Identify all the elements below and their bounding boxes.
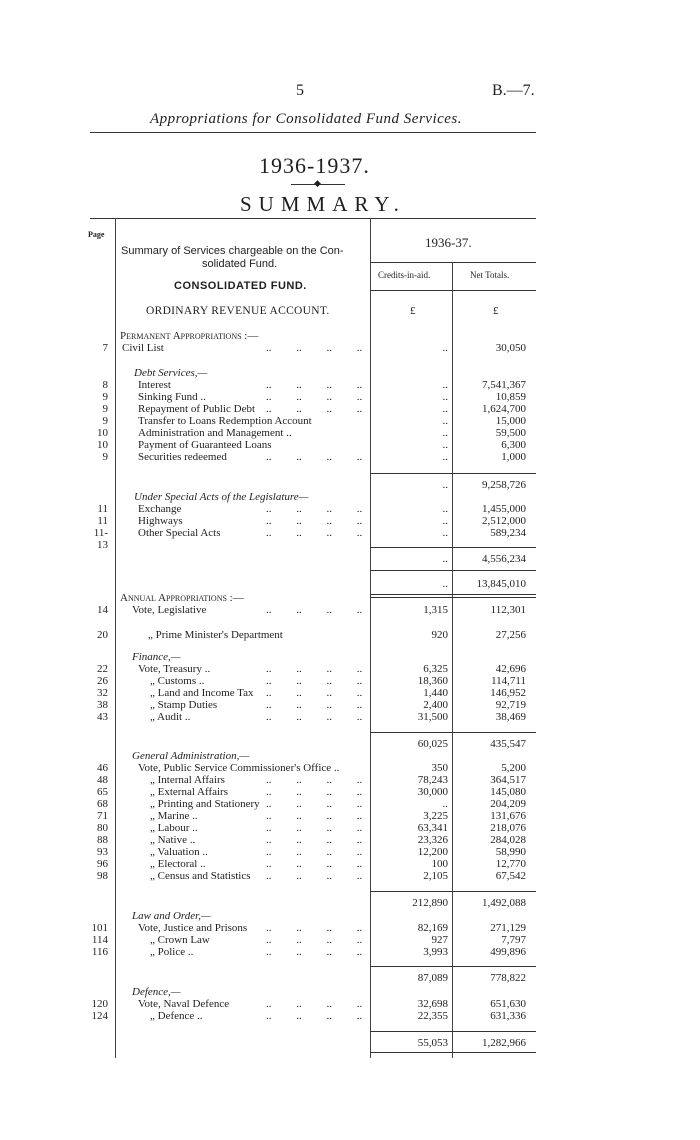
- table-row: [0, 986, 700, 998]
- net-total-cell: 4,556,234: [482, 553, 526, 565]
- leader-dots: .. .. .. ..: [266, 503, 363, 515]
- credits-in-aid-cell: 82,169: [417, 922, 448, 934]
- row-label: Sinking Fund ..: [138, 391, 206, 403]
- running-title: Appropriations for Consolidated Fund Services.: [150, 111, 463, 127]
- table-row: [0, 629, 700, 641]
- row-label: Vote, Public Service Commissioner's Office ..: [138, 762, 340, 774]
- leader-dots: .. .. .. ..: [266, 946, 363, 958]
- net-totals-header: Net Totals.: [470, 270, 510, 280]
- row-label: Vote, Naval Defence: [138, 998, 230, 1010]
- row-page-ref: 98: [97, 870, 108, 882]
- credits-in-aid-cell: ..: [442, 515, 448, 527]
- row-page-ref: 9: [102, 391, 108, 403]
- net-total-cell: 271,129: [490, 922, 526, 934]
- leader-dots: .. .. .. ..: [266, 810, 363, 822]
- table-row: [0, 998, 700, 1010]
- table-row: [0, 870, 700, 882]
- row-page-ref: 7: [102, 342, 108, 354]
- row-label: „ Police ..: [150, 946, 194, 958]
- credits-in-aid-cell: 63,341: [417, 822, 448, 834]
- col-header-rule: [370, 290, 536, 291]
- leader-dots: .. .. .. ..: [266, 379, 363, 391]
- table-row: [0, 379, 700, 391]
- table-row: [0, 1037, 700, 1049]
- credits-in-aid-cell: 18,360: [417, 675, 448, 687]
- leader-dots: .. .. .. ..: [266, 699, 363, 711]
- credits-in-aid-cell: ..: [442, 798, 448, 810]
- net-total-cell: 10,859: [495, 391, 526, 403]
- row-page-ref: 32: [97, 687, 108, 699]
- table-row: [0, 774, 700, 786]
- row-label: „ Audit ..: [150, 711, 191, 723]
- net-total-cell: 204,209: [490, 798, 526, 810]
- net-total-cell: 92,719: [495, 699, 526, 711]
- credits-in-aid-cell: ..: [442, 527, 448, 539]
- leader-dots: .. .. .. ..: [266, 391, 363, 403]
- year-underline: [370, 262, 536, 263]
- table-row: [0, 910, 700, 922]
- table-row: [0, 946, 700, 958]
- net-total-cell: 38,469: [495, 711, 526, 723]
- table-row: [0, 798, 700, 810]
- row-page-ref: 116: [91, 946, 108, 958]
- credits-in-aid-cell: 78,243: [417, 774, 448, 786]
- credits-in-aid-cell: 23,326: [417, 834, 448, 846]
- description-header-2: solidated Fund.: [202, 258, 278, 270]
- leader-dots: .. .. .. ..: [266, 922, 363, 934]
- row-page-ref: 11: [97, 503, 108, 515]
- net-total-cell: 435,547: [490, 738, 526, 750]
- credits-in-aid-cell: 12,200: [417, 846, 448, 858]
- row-label: „ Native ..: [150, 834, 196, 846]
- net-total-cell: 778,822: [490, 972, 526, 984]
- leader-dots: .. .. .. ..: [266, 687, 363, 699]
- row-label: Interest: [138, 379, 171, 391]
- table-row: [0, 858, 700, 870]
- table-row: [0, 479, 700, 491]
- net-total-cell: 112,301: [490, 604, 526, 616]
- row-label: Exchange: [138, 503, 182, 515]
- page-col-label: Page: [88, 230, 105, 239]
- net-total-cell: 145,080: [490, 786, 526, 798]
- net-total-cell: 13,845,010: [476, 578, 526, 590]
- leader-dots: .. .. .. ..: [266, 786, 363, 798]
- row-label: „ Valuation ..: [150, 846, 208, 858]
- row-label: Finance,—: [132, 651, 181, 663]
- table-top-rule: [90, 218, 536, 219]
- subtotal-rule: [370, 1031, 536, 1032]
- row-label: Defence,—: [132, 986, 181, 998]
- net-total-cell: 58,990: [495, 846, 526, 858]
- table-row: [0, 675, 700, 687]
- leader-dots: .. .. .. ..: [266, 798, 363, 810]
- row-label: „ Customs ..: [150, 675, 205, 687]
- net-total-cell: 7,797: [501, 934, 526, 946]
- table-row: [0, 934, 700, 946]
- leader-dots: .. .. .. ..: [266, 998, 363, 1010]
- table-row: [0, 342, 700, 354]
- subtotal-rule: [370, 570, 536, 571]
- credits-in-aid-cell: 30,000: [417, 786, 448, 798]
- account-heading: ORDINARY REVENUE ACCOUNT.: [146, 305, 330, 317]
- net-total-cell: 27,256: [495, 629, 526, 641]
- row-label: Under Special Acts of the Legislature—: [134, 491, 309, 503]
- row-page-ref: 14: [97, 604, 108, 616]
- table-row: [0, 711, 700, 723]
- row-label: „ Stamp Duties: [150, 699, 218, 711]
- credits-in-aid-cell: ..: [442, 503, 448, 515]
- credits-in-aid-cell: 1,440: [423, 687, 448, 699]
- table-row: [0, 1010, 700, 1022]
- table-row: [0, 846, 700, 858]
- credits-in-aid-cell: ..: [442, 451, 448, 463]
- row-label: „ Labour ..: [150, 822, 198, 834]
- net-total-cell: 5,200: [501, 762, 526, 774]
- credits-in-aid-cell: ..: [442, 342, 448, 354]
- net-total-cell: 1,282,966: [482, 1037, 526, 1049]
- net-total-cell: 589,234: [490, 527, 526, 539]
- leader-dots: .. .. .. ..: [266, 527, 363, 539]
- credits-in-aid-cell: ..: [442, 427, 448, 439]
- table-row: [0, 491, 700, 503]
- credits-in-aid-cell: 920: [431, 629, 448, 641]
- credits-in-aid-cell: ..: [442, 391, 448, 403]
- net-total-cell: 59,500: [495, 427, 526, 439]
- table-row: [0, 738, 700, 750]
- row-label: „ Electoral ..: [150, 858, 206, 870]
- row-page-ref: 114: [91, 934, 108, 946]
- description-header-1: Summary of Services chargeable on the Con-: [121, 245, 344, 257]
- fund-heading: CONSOLIDATED FUND.: [174, 280, 307, 292]
- subtotal-rule: [370, 891, 536, 892]
- net-total-cell: 9,258,726: [482, 479, 526, 491]
- credits-in-aid-cell: ..: [442, 479, 448, 491]
- credits-in-aid-cell: 2,105: [423, 870, 448, 882]
- row-label: „ Census and Statistics: [150, 870, 251, 882]
- leader-dots: .. .. .. ..: [266, 1010, 363, 1022]
- credits-in-aid-cell: 6,325: [423, 663, 448, 675]
- currency-2: £: [493, 305, 499, 317]
- credits-in-aid-cell: ..: [442, 578, 448, 590]
- net-total-cell: 2,512,000: [482, 515, 526, 527]
- table-row: [0, 515, 700, 527]
- leader-dots: .. .. .. ..: [266, 515, 363, 527]
- document-code: B.—7.: [492, 82, 535, 99]
- table-row: [0, 897, 700, 909]
- row-page-ref: 26: [97, 675, 108, 687]
- credits-in-aid-cell: 87,089: [417, 972, 448, 984]
- net-total-cell: 651,630: [490, 998, 526, 1010]
- row-page-ref: 10: [97, 439, 108, 451]
- leader-dots: .. .. .. ..: [266, 858, 363, 870]
- row-label: General Administration,—: [132, 750, 250, 762]
- table-row: [0, 427, 700, 439]
- net-total-cell: 131,676: [490, 810, 526, 822]
- table-row: [0, 578, 700, 590]
- row-label: Other Special Acts: [138, 527, 221, 539]
- row-label: Annual Appropriations :—: [120, 592, 244, 604]
- leader-dots: .. .. .. ..: [266, 834, 363, 846]
- row-label: „ Land and Income Tax: [150, 687, 254, 699]
- credits-in-aid-cell: 32,698: [417, 998, 448, 1010]
- table-row: [0, 922, 700, 934]
- row-label: Debt Services,—: [134, 367, 208, 379]
- row-label: „ Prime Minister's Department: [148, 629, 283, 641]
- page-number: 5: [296, 82, 304, 99]
- row-page-ref: 68: [97, 798, 108, 810]
- row-page-ref: 88: [97, 834, 108, 846]
- table-row: [0, 403, 700, 415]
- leader-dots: .. .. .. ..: [266, 822, 363, 834]
- table-row: [0, 330, 700, 342]
- leader-dots: .. .. .. ..: [266, 846, 363, 858]
- credits-in-aid-cell: ..: [442, 439, 448, 451]
- net-total-cell: 1,455,000: [482, 503, 526, 515]
- net-total-cell: 114,711: [491, 675, 526, 687]
- row-label: Transfer to Loans Redemption Account: [138, 415, 312, 427]
- ornament-diamond: ◆: [314, 178, 321, 188]
- row-page-ref: 80: [97, 822, 108, 834]
- credits-in-aid-cell: 212,890: [412, 897, 448, 909]
- table-row: [0, 367, 700, 379]
- leader-dots: .. .. .. ..: [266, 934, 363, 946]
- leader-dots: .. .. .. ..: [266, 451, 363, 463]
- credits-in-aid-cell: ..: [442, 379, 448, 391]
- subtotal-rule: [370, 966, 536, 967]
- row-page-ref: 71: [97, 810, 108, 822]
- row-label: Vote, Justice and Prisons: [138, 922, 248, 934]
- net-total-cell: 284,028: [490, 834, 526, 846]
- row-label: Civil List: [122, 342, 164, 354]
- leader-dots: .. .. .. ..: [266, 870, 363, 882]
- credits-in-aid-cell: 100: [431, 858, 448, 870]
- row-label: Securities redeemed: [138, 451, 227, 463]
- credits-in-aid-cell: 60,025: [417, 738, 448, 750]
- table-row: [0, 451, 700, 463]
- leader-dots: .. .. .. ..: [266, 774, 363, 786]
- credits-in-aid-cell: 31,500: [417, 711, 448, 723]
- table-row: [0, 972, 700, 984]
- row-page-ref: 101: [91, 922, 108, 934]
- leader-dots: .. .. .. ..: [266, 675, 363, 687]
- table-row: [0, 699, 700, 711]
- row-page-ref: 11-: [93, 527, 108, 539]
- row-label: „ Defence ..: [150, 1010, 203, 1022]
- net-total-cell: 6,300: [501, 439, 526, 451]
- row-label: Vote, Treasury ..: [138, 663, 211, 675]
- row-page-ref: 48: [97, 774, 108, 786]
- subtotal-rule: [370, 732, 536, 733]
- row-page-ref: 11: [97, 515, 108, 527]
- row-page-ref: 22: [97, 663, 108, 675]
- row-page-ref: 8: [102, 379, 108, 391]
- table-row: [0, 415, 700, 427]
- leader-dots: .. .. .. ..: [266, 342, 363, 354]
- net-total-cell: 1,624,700: [482, 403, 526, 415]
- net-total-cell: 30,050: [495, 342, 526, 354]
- row-label: „ Marine ..: [150, 810, 198, 822]
- table-row: [0, 604, 700, 616]
- net-total-cell: 12,770: [495, 858, 526, 870]
- table-row: [0, 762, 700, 774]
- row-label: „ Printing and Stationery: [150, 798, 260, 810]
- row-page-ref: 38: [97, 699, 108, 711]
- table-row: [0, 391, 700, 403]
- row-label: „ External Affairs: [150, 786, 228, 798]
- row-page-ref: 20: [97, 629, 108, 641]
- row-page-ref: 43: [97, 711, 108, 723]
- row-page-ref: 93: [97, 846, 108, 858]
- net-total-cell: 7,541,367: [482, 379, 526, 391]
- currency-1: £: [410, 305, 416, 317]
- credits-in-aid-cell: 2,400: [423, 699, 448, 711]
- credits-in-aid-cell: 3,993: [423, 946, 448, 958]
- credits-in-aid-cell: ..: [442, 415, 448, 427]
- row-label: Highways: [138, 515, 183, 527]
- net-total-cell: 146,952: [490, 687, 526, 699]
- leader-dots: .. .. .. ..: [266, 711, 363, 723]
- row-page-ref: 65: [97, 786, 108, 798]
- row-label: „ Crown Law: [150, 934, 210, 946]
- net-total-cell: 42,696: [495, 663, 526, 675]
- net-total-cell: 15,000: [495, 415, 526, 427]
- row-page-ref: 13: [97, 539, 108, 551]
- summary-heading: SUMMARY.: [240, 192, 406, 216]
- table-row: [0, 687, 700, 699]
- table-row: [0, 651, 700, 663]
- year-column-header: 1936-37.: [425, 235, 472, 250]
- net-total-cell: 364,517: [490, 774, 526, 786]
- credits-in-aid-cell: 350: [431, 762, 448, 774]
- row-label: Permanent Appropriations :—: [120, 330, 259, 342]
- leader-dots: .. .. .. ..: [266, 403, 363, 415]
- row-page-ref: 124: [91, 1010, 108, 1022]
- row-page-ref: 9: [102, 403, 108, 415]
- table-row: [0, 663, 700, 675]
- net-total-cell: 631,336: [490, 1010, 526, 1022]
- row-page-ref: 120: [91, 998, 108, 1010]
- row-label: Repayment of Public Debt: [138, 403, 256, 415]
- table-row: [0, 539, 700, 551]
- net-total-cell: 499,896: [490, 946, 526, 958]
- year-heading: 1936-1937.: [259, 153, 370, 178]
- credits-in-aid-cell: 3,225: [423, 810, 448, 822]
- credits-in-aid-cell: ..: [442, 553, 448, 565]
- net-total-cell: 218,076: [490, 822, 526, 834]
- table-row: [0, 786, 700, 798]
- credits-header: Credits-in-aid.: [378, 270, 431, 280]
- net-total-cell: 1,492,088: [482, 897, 526, 909]
- header-rule: [90, 132, 536, 133]
- row-label: Administration and Management ..: [138, 427, 292, 439]
- row-page-ref: 9: [102, 415, 108, 427]
- row-page-ref: 96: [97, 858, 108, 870]
- table-row: [0, 527, 700, 539]
- leader-dots: .. .. .. ..: [266, 604, 363, 616]
- net-total-cell: 67,542: [495, 870, 526, 882]
- table-row: [0, 439, 700, 451]
- credits-in-aid-cell: 22,355: [417, 1010, 448, 1022]
- table-row: [0, 592, 700, 604]
- net-total-cell: 1,000: [501, 451, 526, 463]
- row-label: Law and Order,—: [132, 910, 211, 922]
- table-row: [0, 810, 700, 822]
- credits-in-aid-cell: 55,053: [417, 1037, 448, 1049]
- row-page-ref: 9: [102, 451, 108, 463]
- subtotal-rule: [370, 1052, 536, 1053]
- leader-dots: .. .. .. ..: [266, 663, 363, 675]
- credits-in-aid-cell: 927: [431, 934, 448, 946]
- table-row: [0, 834, 700, 846]
- row-label: Payment of Guaranteed Loans: [138, 439, 272, 451]
- row-label: „ Internal Affairs: [150, 774, 225, 786]
- subtotal-rule: [370, 473, 536, 474]
- credits-in-aid-cell: 1,315: [423, 604, 448, 616]
- row-label: Vote, Legislative: [132, 604, 207, 616]
- table-row: [0, 553, 700, 565]
- table-row: [0, 750, 700, 762]
- credits-in-aid-cell: ..: [442, 403, 448, 415]
- row-page-ref: 10: [97, 427, 108, 439]
- table-row: [0, 822, 700, 834]
- table-row: [0, 503, 700, 515]
- row-page-ref: 46: [97, 762, 108, 774]
